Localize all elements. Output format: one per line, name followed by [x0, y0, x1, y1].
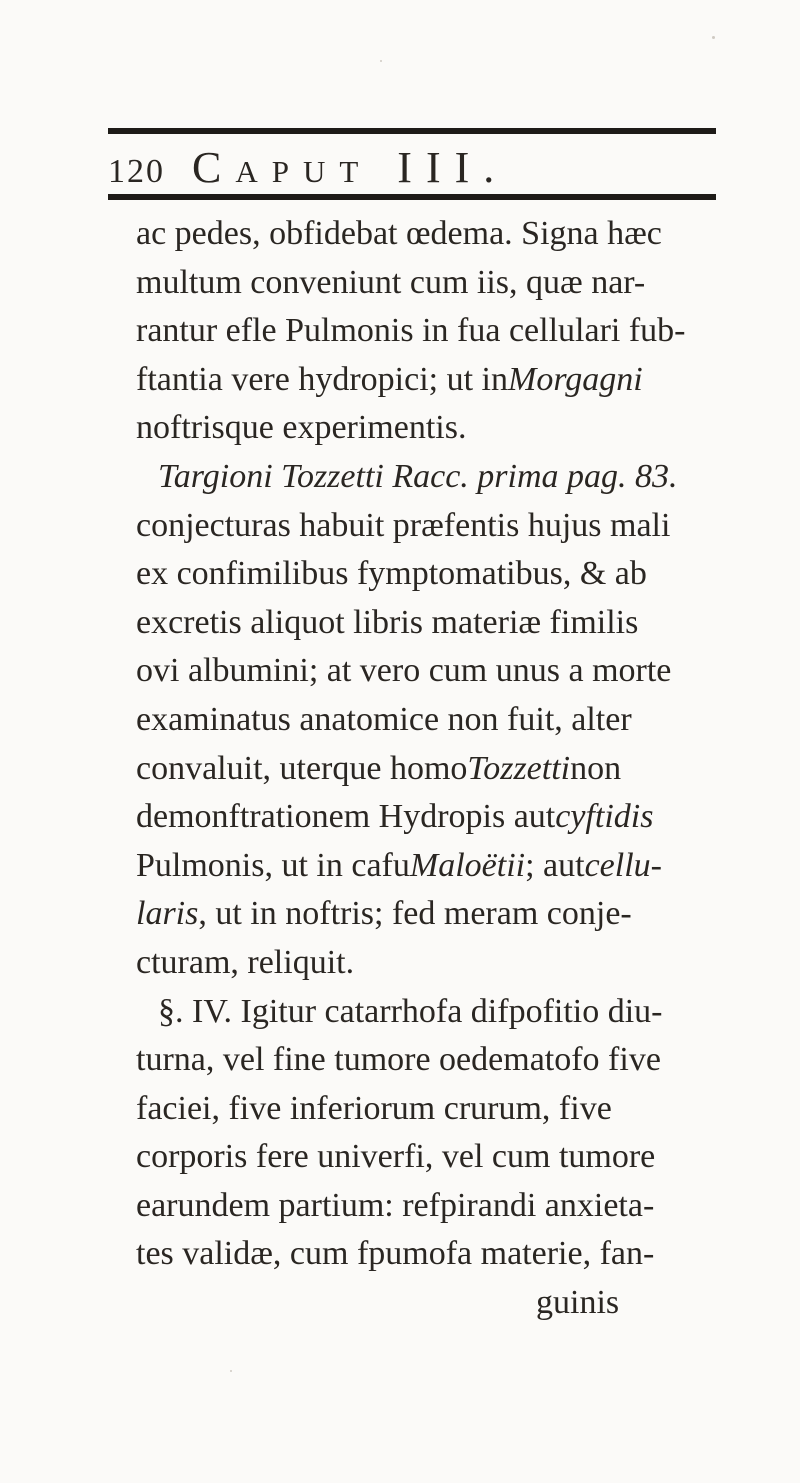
text-span: rantur efle Pulmonis in fua cellulari fub- [136, 312, 686, 350]
text-line [136, 1182, 736, 1231]
text-span: §. IV. Igitur catarrhofa difpofitio diu- [158, 992, 663, 1030]
term-italic: cyftidis [555, 798, 654, 836]
citation-italic: Targioni Tozzetti Racc. prima pag. 83. [158, 457, 678, 495]
text-line [136, 1230, 736, 1279]
paper-speck [712, 36, 715, 39]
text-span: convaluit, uterque homo [136, 749, 468, 787]
text-line [136, 1133, 736, 1182]
text-line [136, 210, 736, 259]
text-line [136, 939, 736, 988]
text-line [136, 793, 736, 842]
body-text [136, 210, 736, 1328]
text-span: ; aut [525, 846, 585, 884]
page-number: 120 [108, 153, 165, 190]
text-span: faciei, five inferiorum crurum, five [136, 1089, 612, 1127]
text-span: Pulmonis, ut in cafu [136, 846, 410, 884]
text-span: conjecturas habuit præfentis hujus mali [136, 506, 671, 544]
text-span: turna, vel fine tumore oedematofo five [136, 1041, 661, 1079]
text-line [136, 307, 736, 356]
text-line [136, 550, 736, 599]
text-span: ex confimilibus fymptomatibus, & ab [136, 555, 647, 593]
term-italic: laris [136, 895, 199, 933]
paper-speck [230, 1370, 232, 1372]
text-span: earundem partium: refpirandi anxieta- [136, 1186, 655, 1224]
page-header [108, 142, 716, 194]
paper-speck [380, 60, 382, 62]
text-span: ac pedes, obfidebat œdema. Signa hæc [136, 215, 662, 252]
text-line [136, 745, 736, 794]
author-name-italic: Morgagni [508, 360, 643, 398]
text-line [136, 356, 736, 405]
section-start-line [136, 988, 736, 1037]
text-span: cturam, reliquit. [136, 943, 355, 981]
text-span: noftrisque experimentis. [136, 409, 467, 447]
text-line [136, 502, 736, 551]
text-span: , ut in noftris; fed meram conje- [198, 895, 632, 933]
text-span: examinatus anatomice non fuit, alter [136, 700, 632, 738]
text-span: ftantia vere hydropici; ut in [136, 360, 508, 398]
text-span: ovi albumini; at vero cum unus a morte [136, 652, 672, 690]
text-span: demonftrationem Hydropis aut [136, 798, 556, 836]
text-span: corporis fere univerfi, vel cum tumore [136, 1138, 656, 1176]
author-name-italic: Tozzetti [467, 749, 571, 787]
header-top-rule [108, 128, 716, 134]
text-line [136, 890, 736, 939]
header-bottom-rule [108, 194, 716, 200]
catchword-line [136, 1279, 736, 1328]
text-span: excretis aliquot libris materiæ fimilis [136, 603, 639, 641]
text-span: multum conveniunt cum iis, quæ nar- [136, 263, 646, 301]
text-line [136, 842, 736, 891]
running-head: Caput III. [192, 143, 509, 192]
text-line [136, 453, 736, 502]
text-span: non [570, 749, 622, 787]
text-line [136, 1036, 736, 1085]
text-line [136, 599, 736, 648]
text-line [136, 647, 736, 696]
text-line [136, 404, 736, 453]
text-line [136, 259, 736, 308]
term-italic: cellu- [584, 846, 662, 884]
text-line [136, 696, 736, 745]
text-line [136, 1085, 736, 1134]
catchword: guinis [536, 1284, 620, 1322]
author-name-italic: Maloëtii [409, 846, 526, 884]
text-span: tes validæ, cum fpumofa materie, fan- [136, 1235, 655, 1273]
